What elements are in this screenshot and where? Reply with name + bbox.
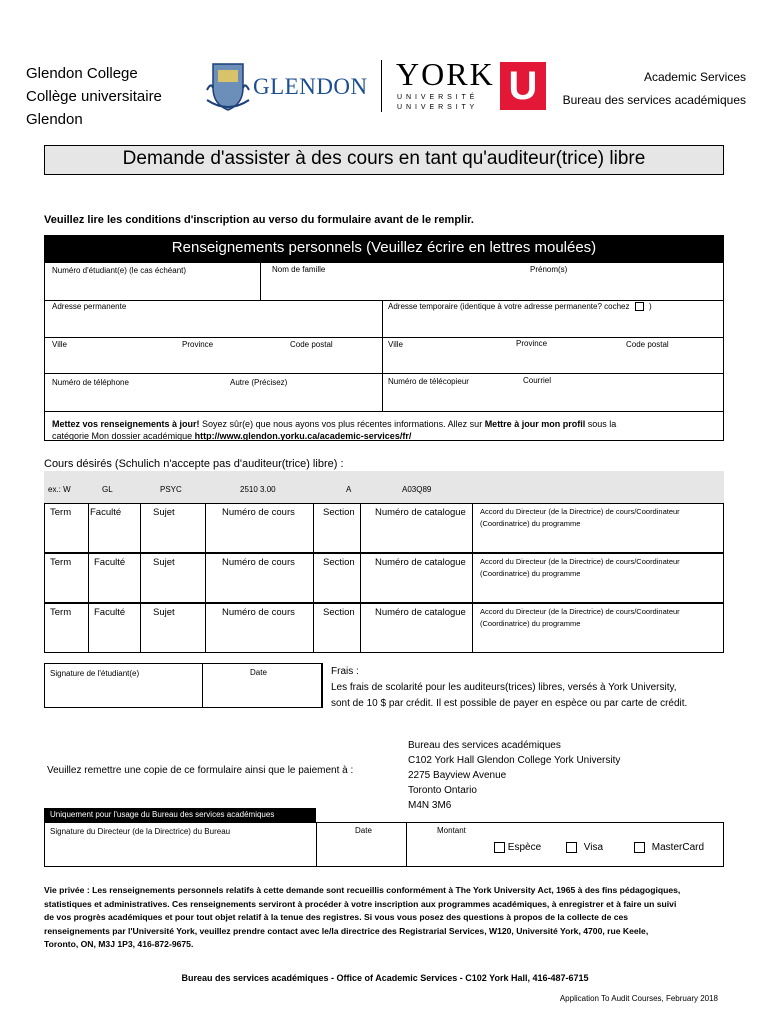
personal-heading: Renseignements personnels (Veuillez écrire en lettres moulées) — [171, 239, 597, 256]
glendon-crest-icon — [205, 60, 251, 112]
example-row — [44, 471, 724, 503]
divider — [44, 300, 724, 301]
divider — [140, 503, 141, 553]
director-signature-label: Signature du Directeur (de la Directrice) du Bureau — [50, 827, 231, 836]
mastercard-option[interactable]: MasterCard — [634, 842, 704, 853]
footer-office: Bureau des services académiques - Office of Academic Services - C102 York Hall, 416-487-6715 — [181, 973, 589, 983]
student-signature-label: Signature de l'étudiant(e) — [50, 669, 140, 678]
course-approval-label: Accord du Directeur (de la Directrice) de cours/Coordinateur — [480, 557, 680, 566]
course-term-cell[interactable]: Term — [50, 557, 72, 568]
instruction: Veuillez lire les conditions d'inscription au verso du formulaire avant de le remplir. — [44, 214, 474, 226]
cash-checkbox[interactable] — [494, 842, 505, 853]
course-catalogue-cell[interactable]: Numéro de catalogue — [375, 557, 466, 568]
example-section: A — [346, 485, 352, 494]
example-catalogue: A03Q89 — [402, 485, 432, 494]
update-notice: Mettez vos renseignements à jour! Soyez sûr(e) que nous ayons vos plus récentes informations. Allez sur Mettre à jour mon profil sous la catégorie Mon dossier académique http://www.glendon.yorku.ca/academic-services/fr/ — [52, 419, 617, 441]
divider — [313, 503, 314, 553]
services-block: Academic Services Bureau des services académiques — [562, 70, 746, 107]
course-approval-label: Accord du Directeur (de la Directrice) de cours/Coordinateur — [480, 607, 680, 616]
course-faculty-cell[interactable]: Faculté — [94, 607, 126, 618]
first-name-field[interactable]: Prénom(s) — [530, 265, 568, 274]
mastercard-checkbox[interactable] — [634, 842, 645, 853]
divider — [472, 553, 473, 603]
example-term: ex.: W — [48, 485, 71, 494]
course-course-no-cell[interactable]: Numéro de cours — [222, 507, 295, 518]
divider — [44, 373, 724, 374]
form-identifier: Application To Audit Courses, February 2018 — [559, 994, 718, 1003]
course-term-cell[interactable]: Term — [50, 507, 72, 518]
divider — [88, 603, 89, 653]
courses-heading: Cours désirés (Schulich n'accepte pas d'auditeur(trice) libre) : — [44, 458, 344, 470]
cash-option[interactable]: Espèce — [494, 842, 541, 853]
submit-address: Bureau des services académiques C102 York Hall Glendon College York University 2275 Bayview Avenue Toronto Ontario M4N 3M6 — [408, 740, 621, 811]
divider — [205, 603, 206, 653]
fax-field[interactable]: Numéro de télécopieur — [388, 377, 469, 386]
city-field[interactable]: Ville — [52, 340, 67, 349]
province-field[interactable]: Province — [182, 340, 214, 349]
course-subject-cell[interactable]: Sujet — [153, 557, 175, 568]
divider — [360, 603, 361, 653]
visa-checkbox[interactable] — [566, 842, 577, 853]
course-subject-cell[interactable]: Sujet — [153, 507, 175, 518]
divider — [382, 300, 383, 411]
fees-block: Frais : Les frais de scolarité pour les auditeurs(trices) libres, versés à York University, sont de 10 $ par crédit. Il est possible de payer en espèce ou par carte de crédit. — [331, 666, 688, 709]
divider — [44, 411, 724, 412]
temp-address-field[interactable]: Adresse temporaire (identique à votre adresse permanente? cochez ) — [388, 302, 652, 311]
course-faculty-cell[interactable]: Faculté — [90, 507, 122, 518]
example-faculty: GL — [102, 485, 113, 494]
divider — [88, 553, 89, 603]
office-amount-label: Montant — [437, 826, 466, 835]
divider — [472, 603, 473, 653]
office-date-label: Date — [355, 826, 372, 835]
course-term-cell[interactable]: Term — [50, 607, 72, 618]
course-catalogue-cell[interactable]: Numéro de catalogue — [375, 507, 466, 518]
divider — [472, 503, 473, 553]
signature-date-label: Date — [250, 668, 267, 677]
divider — [313, 553, 314, 603]
example-subject: PSYC — [160, 485, 182, 494]
course-course-no-cell[interactable]: Numéro de cours — [222, 607, 295, 618]
submit-instruction: Veuillez remettre une copie de ce formulaire ainsi que le paiement à : — [47, 765, 354, 776]
course-section-cell[interactable]: Section — [323, 557, 355, 568]
divider — [140, 603, 141, 653]
york-universite: U N I V E R S I T É — [397, 94, 476, 101]
postal2-field[interactable]: Code postal — [626, 340, 669, 349]
divider — [260, 262, 261, 300]
email-field[interactable]: Courriel — [523, 376, 552, 385]
example-course-no: 2510 3.00 — [240, 485, 276, 494]
course-approval-label: (Coordinatrice) du programme — [480, 569, 581, 578]
divider — [322, 663, 323, 708]
city2-field[interactable]: Ville — [388, 340, 403, 349]
province2-field[interactable]: Province — [516, 339, 548, 348]
family-name-field[interactable]: Nom de famille — [272, 265, 326, 274]
course-faculty-cell[interactable]: Faculté — [94, 557, 126, 568]
course-approval-label: Accord du Directeur (de la Directrice) de cours/Coordinateur — [480, 507, 680, 516]
divider — [205, 553, 206, 603]
divider — [360, 503, 361, 553]
divider — [88, 503, 89, 553]
course-course-no-cell[interactable]: Numéro de cours — [222, 557, 295, 568]
divider — [202, 663, 203, 708]
divider — [44, 337, 724, 338]
office-heading: Uniquement pour l'usage du Bureau des services académiques — [50, 810, 275, 819]
page-title: Demande d'assister à des cours en tant qu'auditeur(trice) libre — [122, 148, 646, 169]
college-name: Glendon College Collège universitaire Glendon — [26, 65, 162, 128]
divider — [406, 822, 407, 867]
course-approval-label: (Coordinatrice) du programme — [480, 519, 581, 528]
postal-field[interactable]: Code postal — [290, 340, 333, 349]
visa-option[interactable]: Visa — [566, 842, 603, 853]
phone-field[interactable]: Numéro de téléphone — [52, 378, 129, 387]
personal-info-box — [44, 262, 724, 441]
course-section-cell[interactable]: Section — [323, 507, 355, 518]
divider — [140, 553, 141, 603]
privacy-notice: Vie privée : Les renseignements personnels relatifs à cette demande sont recueillis conformément à The York University Act, 1965 à des fins pédagogiques, statistiques et administratives. Ces renseignements serviront à procéder à votre inscription aux programmes académiques, à enregistrer et à faire un suivi de vos progrès académiques et pour tout objet relatif à la tenue des registres. Si vous vous posez des questions à propos de la collecte de ces renseignements par l'Université York, veuillez prendre contact avec le/la directrice des Registrarial Services, W120, Université York, 4700, rue Keele, Toronto, ON, M3J 1P3, 416-872-9675. — [44, 885, 681, 949]
course-section-cell[interactable]: Section — [323, 607, 355, 618]
york-u-logo: U — [500, 62, 546, 110]
divider — [205, 503, 206, 553]
other-field[interactable]: Autre (Précisez) — [230, 378, 288, 387]
student-number-field[interactable]: Numéro d'étudiant(e) (le cas échéant) — [52, 266, 187, 275]
course-subject-cell[interactable]: Sujet — [153, 607, 175, 618]
perm-address-field[interactable]: Adresse permanente — [52, 302, 127, 311]
divider — [316, 822, 317, 867]
update-link[interactable]: http://www.glendon.yorku.ca/academic-services/fr/ — [194, 431, 412, 441]
york-university: U N I V E R S I T Y — [397, 104, 476, 111]
course-catalogue-cell[interactable]: Numéro de catalogue — [375, 607, 466, 618]
divider — [313, 603, 314, 653]
course-approval-label: (Coordinatrice) du programme — [480, 619, 581, 628]
header-divider — [381, 60, 382, 112]
divider — [360, 553, 361, 603]
york-logo: YORK — [396, 56, 495, 92]
glendon-logo: GLENDON — [253, 74, 368, 99]
same-address-checkbox[interactable] — [635, 302, 644, 311]
